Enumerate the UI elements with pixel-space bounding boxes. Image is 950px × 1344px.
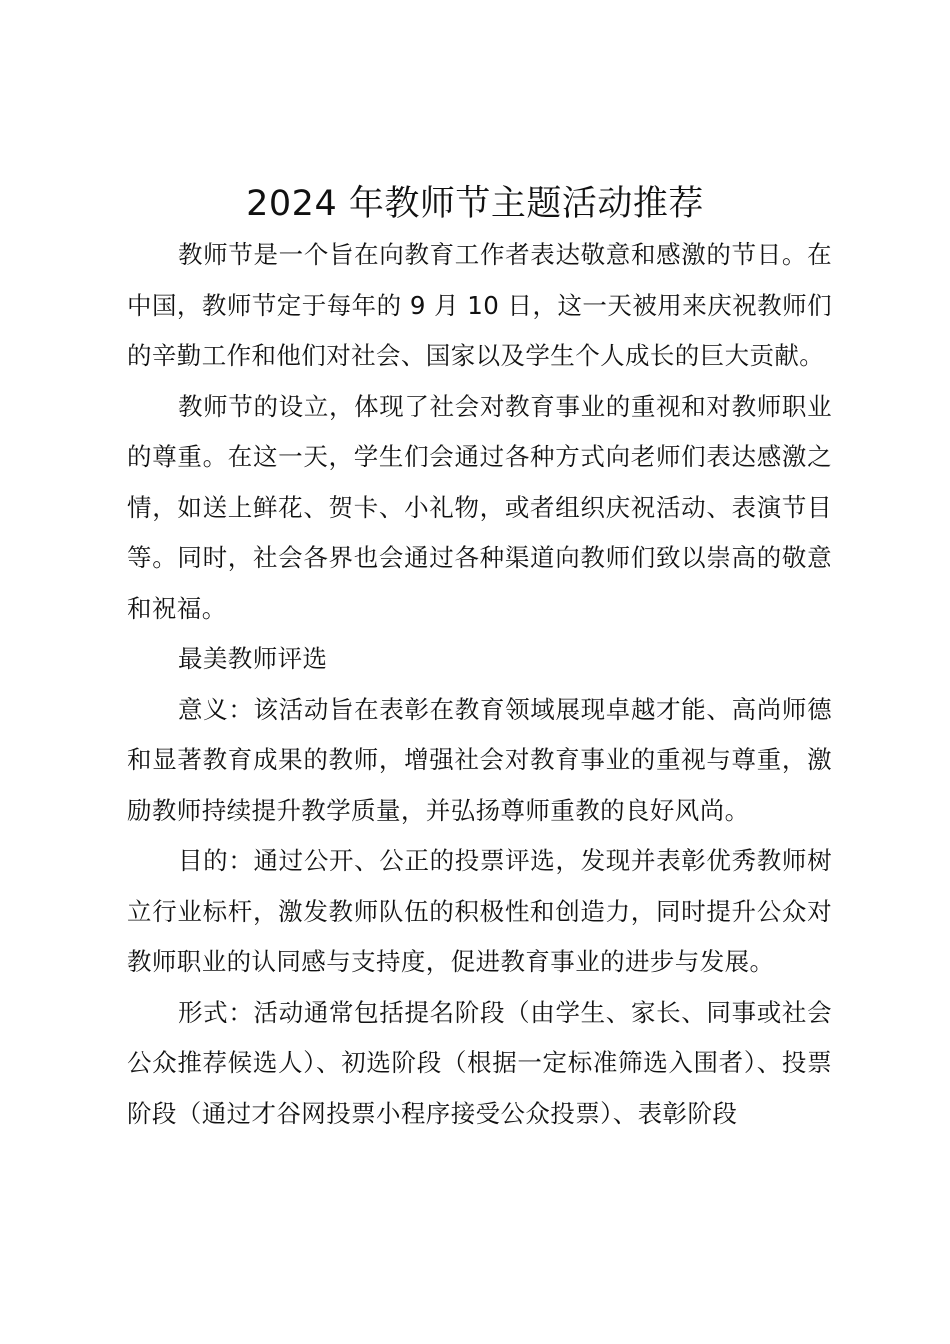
intro-paragraph: 教师节是一个旨在向教育工作者表达敬意和感激的节日。在中国，教师节定于每年的 9 月 10 日，这一天被用来庆祝教师们的辛勤工作和他们对社会、国家以及学生个人成长的巨大贡献。 <box>127 240 832 370</box>
document-body <box>127 230 832 1139</box>
purpose-paragraph: 目的：通过公开、公正的投票评选，发现并表彰优秀教师树立行业标杆，激发教师队伍的积极性和创造力，同时提升公众对教师职业的认同感与支持度，促进教育事业的进步与发展。 <box>127 846 832 976</box>
significance-paragraph: 教师节的设立，体现了社会对教育事业的重视和对教师职业的尊重。在这一天，学生们会通过各种方式向老师们表达感激之情，如送上鲜花、贺卡、小礼物，或者组织庆祝活动、表演节目等。同时，社会各界也会通过各种渠道向教师们致以崇高的敬意和祝福。 <box>127 391 832 623</box>
format-paragraph: 形式：活动通常包括提名阶段（由学生、家长、同事或社会公众推荐候选人）、初选阶段（根据一定标准筛选入围者）、投票阶段（通过才谷网投票小程序接受公众投票）、表彰阶段 <box>127 997 832 1128</box>
section-heading: 最美教师评选 <box>178 644 328 673</box>
document-title: 2024 年教师节主题活动推荐 <box>246 184 704 224</box>
meaning-paragraph: 意义：该活动旨在表彰在教育领域展现卓越才能、高尚师德和显著教育成果的教师，增强社会对教育事业的重视与尊重，激励教师持续提升教学质量，并弘扬尊师重教的良好风尚。 <box>127 694 832 825</box>
